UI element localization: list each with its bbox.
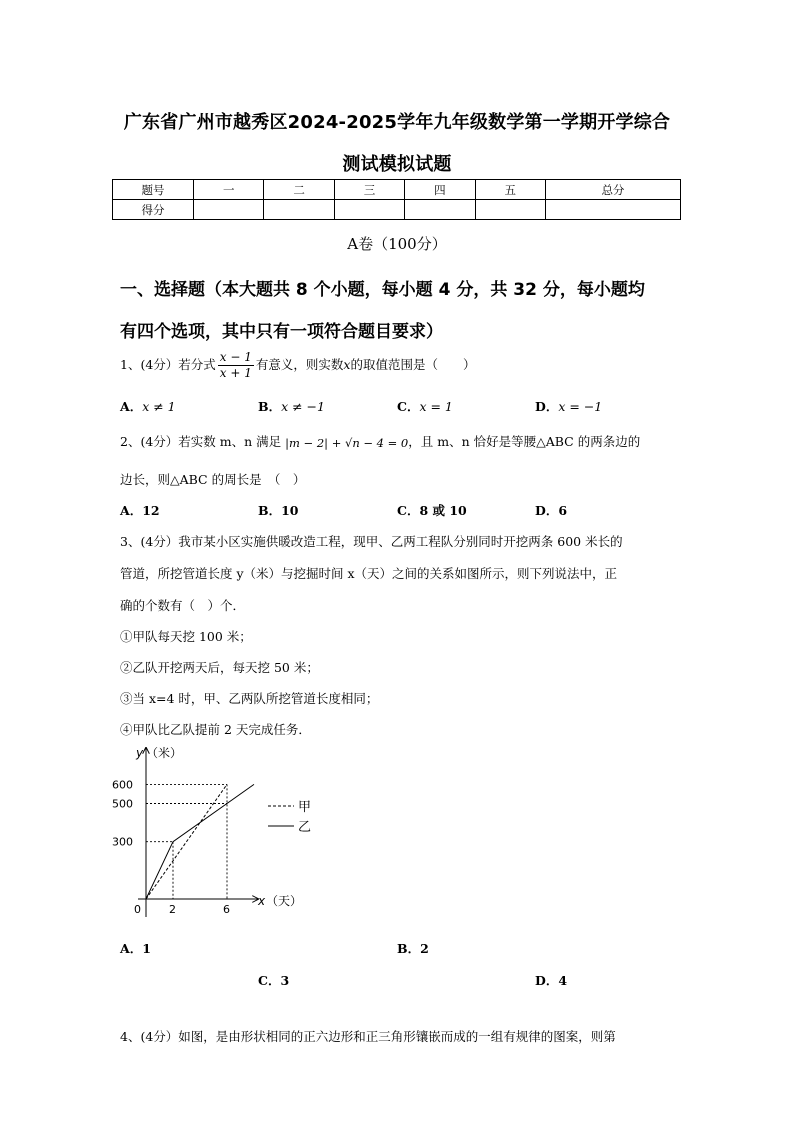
q2-option-b[interactable]: B．10 — [258, 503, 299, 518]
paper-section-title: A卷（100分） — [347, 235, 447, 253]
question-3-stem-line1: 3、(4分）我市某小区实施供暖改造工程，现甲、乙两工程队分别同时开挖两条 600 米长的 — [120, 534, 623, 549]
q1-variable: x — [343, 357, 351, 372]
score-cell[interactable] — [194, 200, 264, 220]
q1-option-b[interactable]: B．x ≠ −1 — [258, 399, 325, 414]
section-heading-line2: 有四个选项，其中只有一项符合题目要求） — [120, 322, 443, 342]
score-cell[interactable] — [405, 200, 475, 220]
q1-fraction — [218, 350, 254, 381]
page-title-line2: 测试模拟试题 — [342, 154, 452, 175]
score-header-cell: 一 — [194, 180, 264, 200]
q3-statement-4: ④甲队比乙队提前 2 天完成任务． — [120, 722, 311, 737]
q3-option-c[interactable]: C．3 — [258, 973, 290, 988]
x-tick-label: 6 — [223, 903, 230, 916]
q1-option-c[interactable]: C．x = 1 — [397, 399, 453, 414]
page-title-line1: 广东省广州市越秀区2024-2025学年九年级数学第一学期开学综合 — [123, 112, 671, 133]
legend-label-jia: 甲 — [298, 800, 312, 815]
score-header-cell: 总分 — [545, 180, 680, 200]
question-1-stem — [120, 350, 475, 381]
score-table-score-row — [113, 200, 681, 220]
y-tick-label: 500 — [112, 797, 133, 811]
y-tick-label: 300 — [112, 835, 133, 849]
legend-label-yi: 乙 — [298, 820, 312, 835]
q3-line-chart — [110, 740, 350, 925]
y-axis-label-var: y — [136, 746, 144, 760]
q3-statement-1: ①甲队每天挖 100 米； — [120, 629, 252, 644]
score-cell[interactable] — [475, 200, 545, 220]
q2-prefix: 2、(4分）若实数 m、n 满足 — [120, 434, 282, 449]
q1-fraction-denominator: x + 1 — [219, 366, 252, 380]
score-row-label: 得分 — [113, 200, 194, 220]
score-table — [112, 179, 681, 220]
y-tick-label: 600 — [112, 778, 133, 792]
q1-mid: 有意义，则实数 — [255, 357, 344, 372]
question-3-stem-line3: 确的个数有（ ）个． — [120, 598, 246, 613]
x-axis-label-var: x — [258, 894, 266, 908]
q2-equation: |m − 2| + √n − 4 = 0 — [285, 435, 409, 450]
question-3-stem-line2: 管道，所挖管道长度 y（米）与挖掘时间 x（天）之间的关系如图所示，则下列说法中，正 — [120, 566, 618, 581]
score-cell[interactable] — [545, 200, 680, 220]
q3-option-b[interactable]: B．2 — [397, 941, 429, 956]
q1-fraction-numerator: x − 1 — [219, 350, 252, 364]
score-table-header-row — [113, 180, 681, 200]
q1-suffix: 的取值范围是（ ） — [350, 357, 476, 372]
q2-option-a[interactable]: A．12 — [120, 503, 160, 518]
question-4-stem-line1: 4、(4分）如图，是由形状相同的正六边形和正三角形镶嵌而成的一组有规律的图案，则第 — [120, 1029, 616, 1044]
score-cell[interactable] — [264, 200, 334, 220]
score-cell[interactable] — [334, 200, 404, 220]
score-header-cell: 四 — [405, 180, 475, 200]
score-header-cell: 五 — [475, 180, 545, 200]
question-2-stem-line2: 边长，则△ABC 的周长是 （ ） — [120, 472, 306, 487]
q2-option-d[interactable]: D．6 — [535, 503, 568, 518]
q1-option-d[interactable]: D．x = −1 — [535, 399, 603, 414]
q3-statement-2: ②乙队开挖两天后，每天挖 50 米； — [120, 660, 319, 675]
x-axis-label-unit: （天） — [266, 894, 303, 908]
score-header-cell: 题号 — [113, 180, 194, 200]
q3-option-d[interactable]: D．4 — [535, 973, 568, 988]
score-header-cell: 二 — [264, 180, 334, 200]
score-header-cell: 三 — [334, 180, 404, 200]
question-2-stem-line1 — [120, 432, 640, 450]
q1-option-a[interactable]: A．x ≠ 1 — [120, 399, 176, 414]
origin-label: 0 — [134, 903, 141, 916]
q3-statement-3: ③当 x=4 时，甲、乙两队所挖管道长度相同； — [120, 691, 379, 706]
x-tick-label: 2 — [169, 903, 176, 916]
q2-suffix: ，且 m、n 恰好是等腰△ABC 的两条边的 — [408, 434, 641, 449]
y-axis-label-unit: （米） — [146, 746, 183, 760]
q2-option-c[interactable]: C．8 或 10 — [397, 503, 467, 518]
section-heading-line1: 一、选择题（本大题共 8 个小题，每小题 4 分，共 32 分，每小题均 — [120, 280, 645, 300]
q1-prefix: 1、(4分）若分式 — [120, 357, 216, 372]
q3-option-a[interactable]: A．1 — [120, 941, 151, 956]
